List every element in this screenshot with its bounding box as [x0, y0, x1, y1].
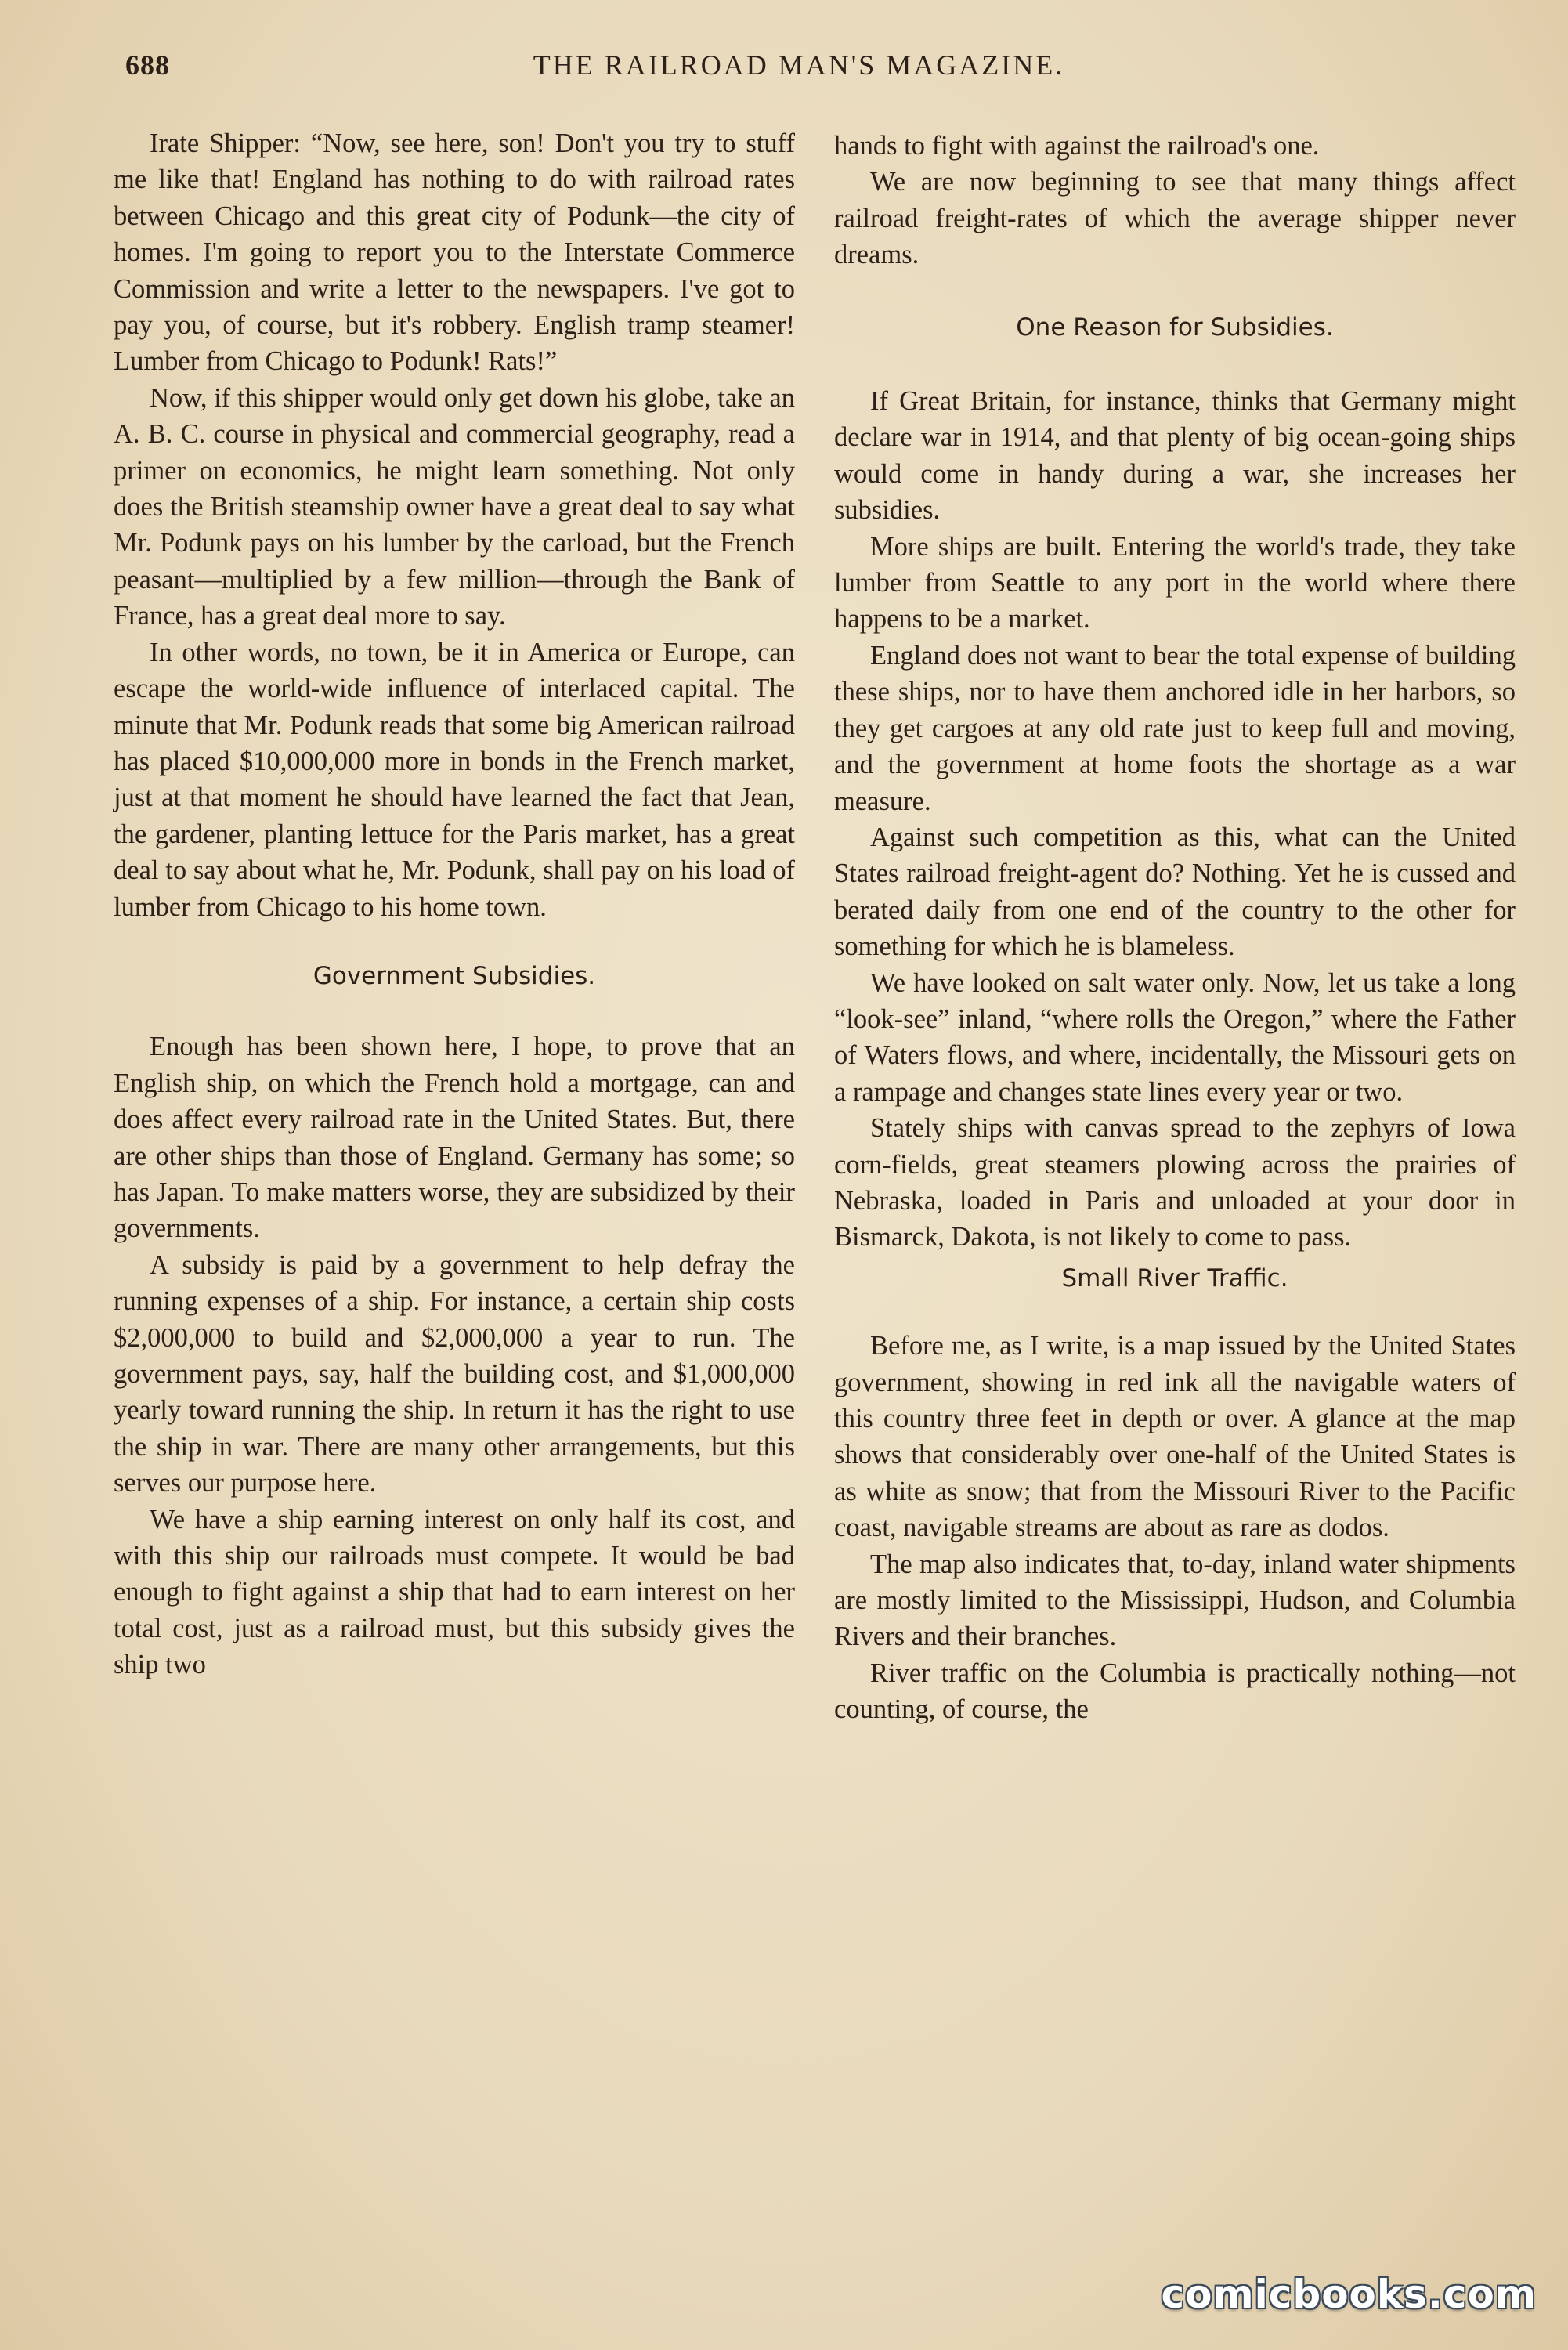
running-head: THE RAILROAD MAN'S MAGAZINE. [533, 49, 1065, 81]
paragraph: England does not want to bear the total expense of building these ships, nor to have them anchored idle in her harbors, so they get cargoes at any old rate just to keep full and moving, and the government at home foots the shortage as a war measure. [834, 640, 1516, 816]
paragraph: Before me, as I write, is a map issued by the United States government, showing in red ink all the navigable waters of this country three feet in depth or over. A glance at the map shows that considerably over one-half of the United States is as white as snow; that from the Missouri River to the Pacific coast, navigable streams are about as rare as dodos. [834, 1331, 1516, 1543]
section-heading-government-subsidies: Government Subsidies. [313, 961, 596, 990]
paragraph: Now, if this shipper would only get down his globe, take an A. B. C. course in physical and commercial geography, read a primer on economics, he might learn something. Not only does the British steamship owner have a great deal to say what Mr. Podunk pays on his lumber by the carload, but the French peasant—multiplied by a few million—through the Bank of France, has a great deal more to say. [114, 382, 795, 631]
paragraph: Irate Shipper: “Now, see here, son! Don't you try to stuff me like that! England has nothing to do with railroad rates between Chicago and this great city of Podunk—the city of homes. I'm going to report you to the Interstate Commerce Commission and write a letter to the newspapers. I've got to pay you, of course, but it's robbery. English tramp steamer! Lumber from Chicago to Podunk! Rats!” [114, 128, 795, 377]
paragraph: The map also indicates that, to-day, inland water shipments are mostly limited to the Mississippi, Hudson, and Columbia Rivers and their branches. [834, 1549, 1516, 1652]
paragraph: A subsidy is paid by a government to help defray the running expenses of a ship. For instance, a certain ship costs $2,000,000 to build and $2,000,000 a year to run. The government pays, say, half the building cost, and $1,000,000 yearly toward running the ship. In return it has the right to use the ship in war. There are many other arrangements, but this serves our purpose here. [114, 1249, 795, 1499]
page-header [86, 45, 1512, 100]
paragraph: hands to fight with against the railroad's one. [834, 131, 1320, 161]
page-number: 688 [125, 49, 170, 81]
paragraph: Stately ships with canvas spread to the zephyrs of Iowa corn-fields, great steamers plowing across the prairies of Nebraska, loaded in Paris and unloaded at your door in Bismarck, Dakota, is not likely to come to pass. [834, 1113, 1516, 1253]
left-column [114, 125, 795, 1683]
paragraph: River traffic on the Columbia is practically nothing—not counting, of course, the [834, 1658, 1516, 1725]
section-heading-one-reason-for-subsidies: One Reason for Subsidies. [1016, 313, 1334, 342]
watermark-logo: comicbooks.com [1161, 2272, 1537, 2317]
paragraph: We have looked on salt water only. Now, let us take a long “look-see” inland, “where rolls the Oregon,” where the Father of Waters flows, and where, incidentally, the Missouri gets on a rampage and changes state lines every year or two. [834, 967, 1516, 1107]
paragraph: In other words, no town, be it in America or Europe, can escape the world-wide influence of interlaced capital. The minute that Mr. Podunk reads that some big American railroad has placed $10,000,000 more in bonds in the French market, just at that moment he should have learned the fact that Jean, the gardener, planting lettuce for the Paris market, has a great deal to say about what he, Mr. Podunk, shall pay on his load of lumber from Chicago to his home town. [114, 637, 795, 922]
paragraph: More ships are built. Entering the world's trade, they take lumber from Seattle to any port in the world where there happens to be a market. [834, 531, 1516, 634]
paragraph: We are now beginning to see that many things affect railroad freight-rates of which the average shipper never dreams. [834, 167, 1516, 270]
paragraph: If Great Britain, for instance, thinks that Germany might declare war in 1914, and that plenty of big ocean-going ships would come in handy during a war, she increases her subsidies. [834, 386, 1516, 526]
right-column [834, 128, 1516, 1728]
paragraph: Enough has been shown here, I hope, to prove that an English ship, on which the French hold a mortgage, can and does affect every railroad rate in the United States. But, there are other ships than those of England. Germany has some; so has Japan. To make matters worse, they are subsidized by their governments. [114, 1032, 795, 1244]
paragraph: We have a ship earning interest on only half its cost, and with this ship our railroads must compete. It would be bad enough to fight against a ship that had to earn interest on her total cost, just as a railroad must, but this subsidy gives the ship two [114, 1504, 795, 1680]
paragraph: Against such competition as this, what can the United States railroad freight-agent do? Nothing. Yet he is cussed and berated daily from one end of the country to the other for something for which he is blameless. [834, 822, 1516, 962]
section-heading-small-river-traffic: Small River Traffic. [1061, 1264, 1288, 1292]
